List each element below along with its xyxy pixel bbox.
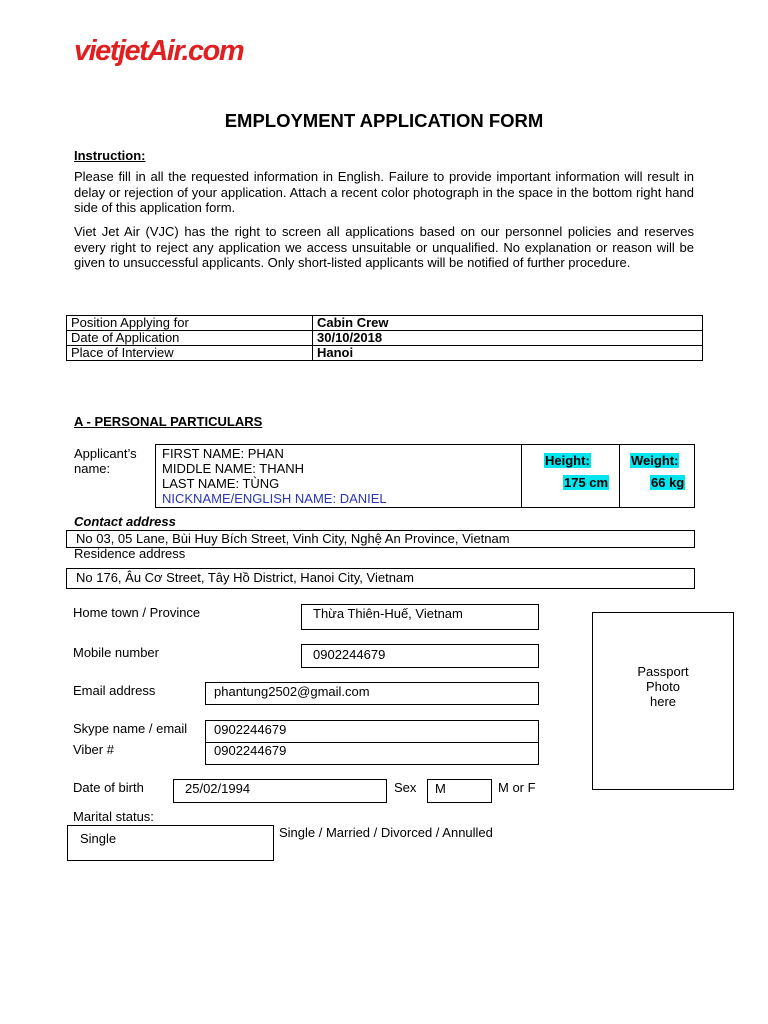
email-value: phantung2502@gmail.com <box>214 684 370 699</box>
table-row <box>67 316 703 331</box>
residence-address-label: Residence address <box>74 546 186 561</box>
weight-label: Weight: <box>631 453 679 468</box>
section-a-title: A - PERSONAL PARTICULARS <box>74 414 263 429</box>
photo-placeholder-line-1: Passport <box>637 664 689 679</box>
place-of-interview-value[interactable]: Hanoi <box>313 346 703 361</box>
viber-value: 0902244679 <box>214 743 287 758</box>
last-name-field[interactable]: LAST NAME: TÙNG <box>162 476 280 491</box>
height-label: Height: <box>545 453 590 468</box>
position-value[interactable]: Cabin Crew <box>313 316 703 331</box>
email-label: Email address <box>73 683 156 698</box>
dob-value: 25/02/1994 <box>185 781 251 796</box>
residence-address-value: No 176, Âu Cơ Street, Tây Hồ District, Hanoi City, Vietnam <box>76 570 414 585</box>
skype-value: 0902244679 <box>214 722 287 737</box>
viber-label: Viber # <box>73 742 114 757</box>
middle-name-field[interactable]: MIDDLE NAME: THANH <box>162 461 305 476</box>
marital-status-value: Single <box>80 831 117 846</box>
marital-status-field[interactable] <box>67 825 274 861</box>
sex-hint: M or F <box>498 780 536 795</box>
logo-text: vietjetAir.com <box>74 35 244 67</box>
skype-viber-field[interactable] <box>205 720 539 765</box>
hometown-field[interactable] <box>301 604 539 630</box>
sex-field[interactable] <box>427 779 492 803</box>
hometown-value: Thừa Thiên-Huế, Vietnam <box>313 606 463 621</box>
vietjet-air-logo <box>74 32 264 68</box>
mobile-label: Mobile number <box>73 645 159 660</box>
residence-address-field[interactable] <box>66 568 695 589</box>
sex-value: M <box>435 781 446 796</box>
place-of-interview-label: Place of Interview <box>67 346 313 361</box>
skype-label: Skype name / email <box>73 721 188 736</box>
first-name-field[interactable]: FIRST NAME: PHAN <box>162 446 284 461</box>
instruction-paragraph-1: Please fill in all the requested information in English. Failure to provide important information will result in delay or rejection of your application. Attach a recent color photograph in the space in the bottom right hand side of this application form. <box>74 169 694 215</box>
date-of-application-value[interactable]: 30/10/2018 <box>313 331 703 346</box>
dob-label: Date of birth <box>73 780 144 795</box>
contact-address-label: Contact address <box>74 514 176 529</box>
instruction-heading: Instruction: <box>74 148 146 163</box>
hometown-label: Home town / Province <box>73 605 201 620</box>
mobile-field[interactable] <box>301 644 539 668</box>
table-row <box>67 331 703 346</box>
height-value[interactable]: 175 cm <box>564 475 609 490</box>
contact-address-value: No 03, 05 Lane, Bùi Huy Bích Street, Vinh City, Nghệ An Province, Vietnam <box>76 531 510 546</box>
marital-status-options: Single / Married / Divorced / Annulled <box>279 825 493 840</box>
marital-status-label: Marital status: <box>73 809 154 824</box>
dob-field[interactable] <box>173 779 387 803</box>
weight-value[interactable]: 66 kg <box>651 475 685 490</box>
position-label: Position Applying for <box>67 316 313 331</box>
mobile-value: 0902244679 <box>313 647 386 662</box>
sex-label: Sex <box>394 780 417 795</box>
form-title: EMPLOYMENT APPLICATION FORM <box>224 110 544 131</box>
email-field[interactable] <box>205 682 539 705</box>
application-info-table <box>66 315 703 361</box>
table-row <box>67 346 703 361</box>
nickname-field[interactable]: NICKNAME/ENGLISH NAME: DANIEL <box>162 491 387 506</box>
photo-placeholder-line-2: Photo <box>646 679 680 694</box>
date-of-application-label: Date of Application <box>67 331 313 346</box>
photo-placeholder-line-3: here <box>649 694 677 709</box>
applicant-name-label: Applicant’s name: <box>74 446 137 476</box>
instruction-paragraph-2: Viet Jet Air (VJC) has the right to screen all applications based on our personnel policies and reserves every right to reject any application we access unsuitable or unqualified. No explanation or reason will be given to unsuccessful applicants. Only short-listed applicants will be notified of further procedure. <box>74 224 694 270</box>
passport-photo-box[interactable] <box>592 612 734 790</box>
